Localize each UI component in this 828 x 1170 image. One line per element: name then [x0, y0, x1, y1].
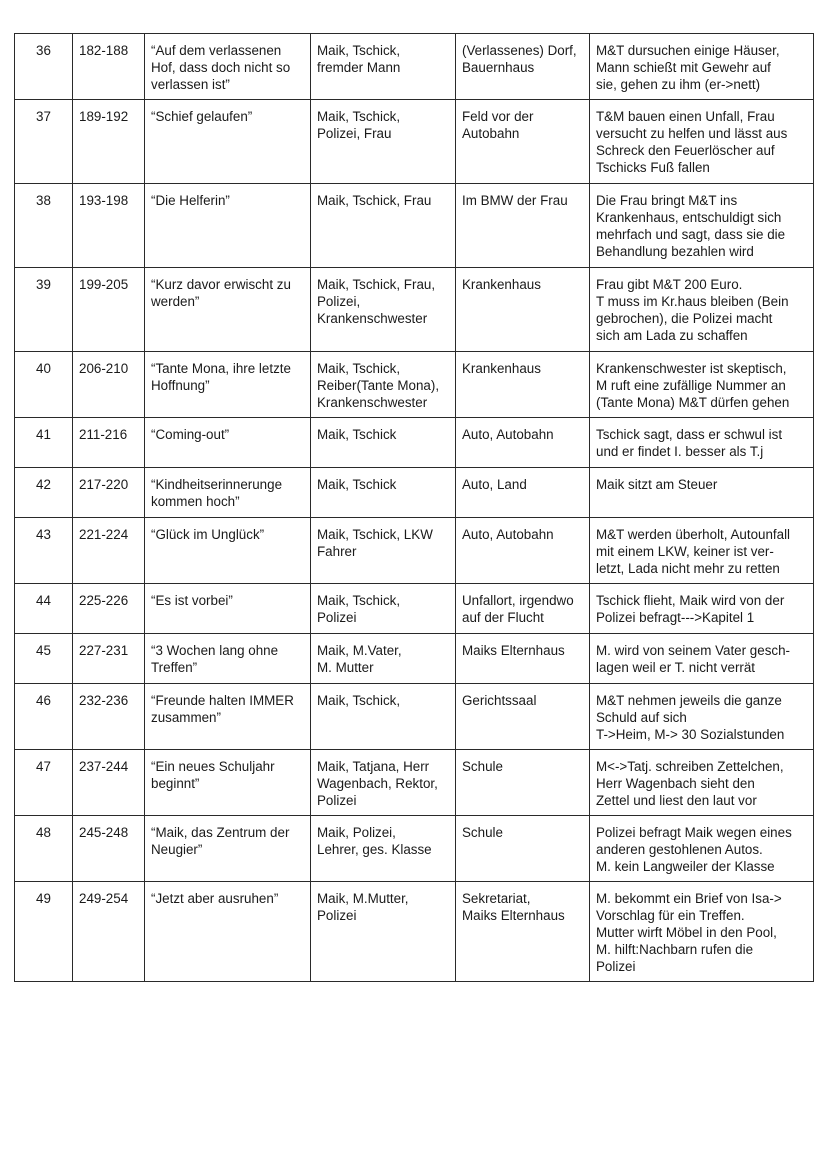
location-cell — [456, 100, 590, 184]
chapter-number-cell — [15, 816, 73, 882]
characters: Maik, Tschick — [317, 477, 397, 492]
characters: Maik, Polizei, Lehrer, ges. Klasse — [317, 825, 432, 857]
location-cell — [456, 268, 590, 352]
summary: M<->Tatj. schreiben Zettelchen, Herr Wagenbach sieht den Zettel und liest den laut vor — [596, 759, 784, 808]
table-row — [15, 418, 814, 468]
chapter-title: “3 Wochen lang ohne Treffen” — [151, 643, 279, 675]
page-range-cell — [73, 100, 145, 184]
summary: Krankenschwester ist skeptisch, M ruft eine zufällige Nummer an (Tante Mona) M&T dürfen gehen — [596, 361, 790, 410]
characters-cell — [311, 816, 456, 882]
chapter-title: “Jetzt aber ausruhen” — [151, 891, 279, 906]
chapter-title: “Es ist vorbei” — [151, 593, 233, 608]
chapter-title-cell — [145, 468, 311, 518]
table-row — [15, 634, 814, 684]
table-row — [15, 750, 814, 816]
location: Auto, Land — [462, 477, 527, 492]
summary: Polizei befragt Maik wegen eines anderen gestohlenen Autos. M. kein Langweiler der Klasse — [596, 825, 792, 874]
chapter-title: “Ein neues Schuljahr beginnt” — [151, 759, 275, 791]
chapter-number-cell — [15, 882, 73, 982]
chapter-number: 37 — [36, 109, 51, 124]
summary-cell — [590, 882, 814, 982]
location: Gerichtssaal — [462, 693, 537, 708]
chapter-number-cell — [15, 352, 73, 418]
chapter-number: 39 — [36, 277, 51, 292]
characters-cell — [311, 352, 456, 418]
characters-cell — [311, 584, 456, 634]
characters-cell — [311, 184, 456, 268]
characters: Maik, Tschick, LKW Fahrer — [317, 527, 433, 559]
table-row — [15, 882, 814, 982]
chapter-number: 36 — [36, 43, 51, 58]
chapter-number: 38 — [36, 193, 51, 208]
characters-cell — [311, 468, 456, 518]
location: Auto, Autobahn — [462, 427, 554, 442]
location: Schule — [462, 825, 503, 840]
location: (Verlassenes) Dorf, Bauernhaus — [462, 43, 577, 75]
page-range: 206-210 — [79, 361, 129, 376]
location-cell — [456, 684, 590, 750]
chapter-title-cell — [145, 882, 311, 982]
characters: Maik, Tschick, Frau — [317, 193, 432, 208]
chapter-title-cell — [145, 816, 311, 882]
chapter-overview-table — [14, 33, 814, 982]
chapter-number: 45 — [36, 643, 51, 658]
summary-cell — [590, 684, 814, 750]
location-cell — [456, 816, 590, 882]
table-row — [15, 684, 814, 750]
summary: M&T dursuchen einige Häuser, Mann schießt mit Gewehr auf sie, gehen zu ihm (er->nett) — [596, 43, 780, 92]
characters-cell — [311, 100, 456, 184]
characters-cell — [311, 684, 456, 750]
chapter-title: “Maik, das Zentrum der Neugier” — [151, 825, 290, 857]
page-range-cell — [73, 268, 145, 352]
chapter-title: “Freunde halten IMMER zusammen” — [151, 693, 294, 725]
characters-cell — [311, 634, 456, 684]
characters: Maik, M.Mutter, Polizei — [317, 891, 409, 923]
page-range-cell — [73, 816, 145, 882]
page-range: 225-226 — [79, 593, 129, 608]
page-range-cell — [73, 352, 145, 418]
chapter-title-cell — [145, 418, 311, 468]
chapter-number: 48 — [36, 825, 51, 840]
chapter-number: 40 — [36, 361, 51, 376]
chapter-title: “Coming-out” — [151, 427, 230, 442]
page-range: 227-231 — [79, 643, 129, 658]
page-range-cell — [73, 518, 145, 584]
characters: Maik, Tschick, fremder Mann — [317, 43, 401, 75]
location: Sekretariat, Maiks Elternhaus — [462, 891, 565, 923]
chapter-number: 41 — [36, 427, 51, 442]
page-range: 217-220 — [79, 477, 129, 492]
characters-cell — [311, 268, 456, 352]
table-row — [15, 584, 814, 634]
chapter-number: 49 — [36, 891, 51, 906]
summary-cell — [590, 634, 814, 684]
table-row — [15, 100, 814, 184]
characters: Maik, Tschick, Reiber(Tante Mona), Krankenschwester — [317, 361, 440, 410]
chapter-title: “Schief gelaufen” — [151, 109, 253, 124]
summary: M&T nehmen jeweils die ganze Schuld auf sich T->Heim, M-> 30 Sozialstunden — [596, 693, 785, 742]
chapter-title: “Glück im Unglück” — [151, 527, 265, 542]
table-row — [15, 518, 814, 584]
location-cell — [456, 584, 590, 634]
chapter-number: 43 — [36, 527, 51, 542]
summary-cell — [590, 352, 814, 418]
summary-cell — [590, 750, 814, 816]
location-cell — [456, 634, 590, 684]
page-range-cell — [73, 750, 145, 816]
location: Maiks Elternhaus — [462, 643, 565, 658]
characters: Maik, M.Vater, M. Mutter — [317, 643, 402, 675]
table-row — [15, 468, 814, 518]
page-range: 182-188 — [79, 43, 129, 58]
table-body — [15, 34, 814, 982]
summary-cell — [590, 184, 814, 268]
location-cell — [456, 418, 590, 468]
page-range: 211-216 — [79, 427, 128, 442]
summary-cell — [590, 816, 814, 882]
characters-cell — [311, 750, 456, 816]
location-cell — [456, 518, 590, 584]
table-row — [15, 34, 814, 100]
location-cell — [456, 468, 590, 518]
page-range-cell — [73, 684, 145, 750]
characters-cell — [311, 418, 456, 468]
location-cell — [456, 882, 590, 982]
table-row — [15, 184, 814, 268]
chapter-number-cell — [15, 184, 73, 268]
page-range-cell — [73, 418, 145, 468]
page-range: 232-236 — [79, 693, 129, 708]
page-range-cell — [73, 882, 145, 982]
characters: Maik, Tschick, Polizei, Frau — [317, 109, 401, 141]
page-range: 199-205 — [79, 277, 129, 292]
page-range: 245-248 — [79, 825, 129, 840]
location-cell — [456, 184, 590, 268]
chapter-number-cell — [15, 418, 73, 468]
characters-cell — [311, 882, 456, 982]
summary-cell — [590, 268, 814, 352]
characters: Maik, Tatjana, Herr Wagenbach, Rektor, Polizei — [317, 759, 438, 808]
summary: Tschick flieht, Maik wird von der Polizei befragt--->Kapitel 1 — [596, 593, 785, 625]
chapter-title: “Kurz davor erwischt zu werden” — [151, 277, 291, 309]
chapter-title: “Kindheitserinnerunge kommen hoch” — [151, 477, 283, 509]
chapter-number-cell — [15, 468, 73, 518]
page-range: 221-224 — [79, 527, 129, 542]
chapter-number-cell — [15, 750, 73, 816]
chapter-number-cell — [15, 34, 73, 100]
chapter-title-cell — [145, 518, 311, 584]
location: Krankenhaus — [462, 361, 541, 376]
chapter-number-cell — [15, 518, 73, 584]
summary: T&M bauen einen Unfall, Frau versucht zu helfen und lässt aus Schreck den Feuerlöscher auf Tschicks Fuß fallen — [596, 109, 788, 175]
chapter-number-cell — [15, 584, 73, 634]
location: Auto, Autobahn — [462, 527, 554, 542]
page-range-cell — [73, 468, 145, 518]
page-range-cell — [73, 184, 145, 268]
location: Im BMW der Frau — [462, 193, 568, 208]
summary: Frau gibt M&T 200 Euro. T muss im Kr.haus bleiben (Bein gebrochen), die Polizei macht sich am Lada zu schaffen — [596, 277, 789, 343]
page-range: 237-244 — [79, 759, 129, 774]
chapter-title-cell — [145, 184, 311, 268]
summary: Die Frau bringt M&T ins Krankenhaus, entschuldigt sich mehrfach und sagt, dass sie die Behandlung bezahlen wird — [596, 193, 786, 259]
summary-cell — [590, 418, 814, 468]
table-row — [15, 268, 814, 352]
summary-cell — [590, 468, 814, 518]
table-row — [15, 816, 814, 882]
chapter-title-cell — [145, 584, 311, 634]
chapter-title-cell — [145, 750, 311, 816]
chapter-title-cell — [145, 634, 311, 684]
location-cell — [456, 750, 590, 816]
chapter-number: 44 — [36, 593, 51, 608]
summary: Maik sitzt am Steuer — [596, 477, 718, 492]
summary-cell — [590, 518, 814, 584]
chapter-title: “Die Helferin” — [151, 193, 230, 208]
page-range-cell — [73, 634, 145, 684]
summary-cell — [590, 584, 814, 634]
chapter-title-cell — [145, 100, 311, 184]
characters: Maik, Tschick, — [317, 693, 401, 708]
summary: Tschick sagt, dass er schwul ist und er findet I. besser als T.j — [596, 427, 783, 459]
chapter-number: 47 — [36, 759, 51, 774]
characters-cell — [311, 518, 456, 584]
chapter-number-cell — [15, 100, 73, 184]
location: Feld vor der Autobahn — [462, 109, 534, 141]
summary: M. bekommt ein Brief von Isa-> Vorschlag für ein Treffen. Mutter wirft Möbel in den Pool, M. hilft:Nachbarn rufen die Polizei — [596, 891, 782, 974]
summary: M. wird von seinem Vater gesch- lagen weil er T. nicht verrät — [596, 643, 790, 675]
page-range-cell — [73, 584, 145, 634]
page-range: 193-198 — [79, 193, 129, 208]
characters: Maik, Tschick — [317, 427, 397, 442]
chapter-title-cell — [145, 268, 311, 352]
page-range-cell — [73, 34, 145, 100]
summary-cell — [590, 100, 814, 184]
location: Unfallort, irgendwo auf der Flucht — [462, 593, 574, 625]
chapter-title-cell — [145, 684, 311, 750]
page-range: 189-192 — [79, 109, 129, 124]
chapter-number-cell — [15, 634, 73, 684]
table-row — [15, 352, 814, 418]
characters: Maik, Tschick, Frau, Polizei, Krankenschwester — [317, 277, 436, 326]
chapter-title: “Tante Mona, ihre letzte Hoffnung” — [151, 361, 291, 393]
summary: M&T werden überholt, Autounfall mit einem LKW, keiner ist ver- letzt, Lada nicht mehr zu retten — [596, 527, 791, 576]
location-cell — [456, 352, 590, 418]
chapter-number: 46 — [36, 693, 51, 708]
page-range: 249-254 — [79, 891, 129, 906]
chapter-title-cell — [145, 34, 311, 100]
chapter-title-cell — [145, 352, 311, 418]
chapter-title: “Auf dem verlassenen Hof, dass doch nicht so verlassen ist” — [151, 43, 291, 92]
location: Schule — [462, 759, 503, 774]
characters: Maik, Tschick, Polizei — [317, 593, 401, 625]
chapter-number: 42 — [36, 477, 51, 492]
summary-cell — [590, 34, 814, 100]
characters-cell — [311, 34, 456, 100]
chapter-number-cell — [15, 684, 73, 750]
chapter-number-cell — [15, 268, 73, 352]
location-cell — [456, 34, 590, 100]
location: Krankenhaus — [462, 277, 541, 292]
